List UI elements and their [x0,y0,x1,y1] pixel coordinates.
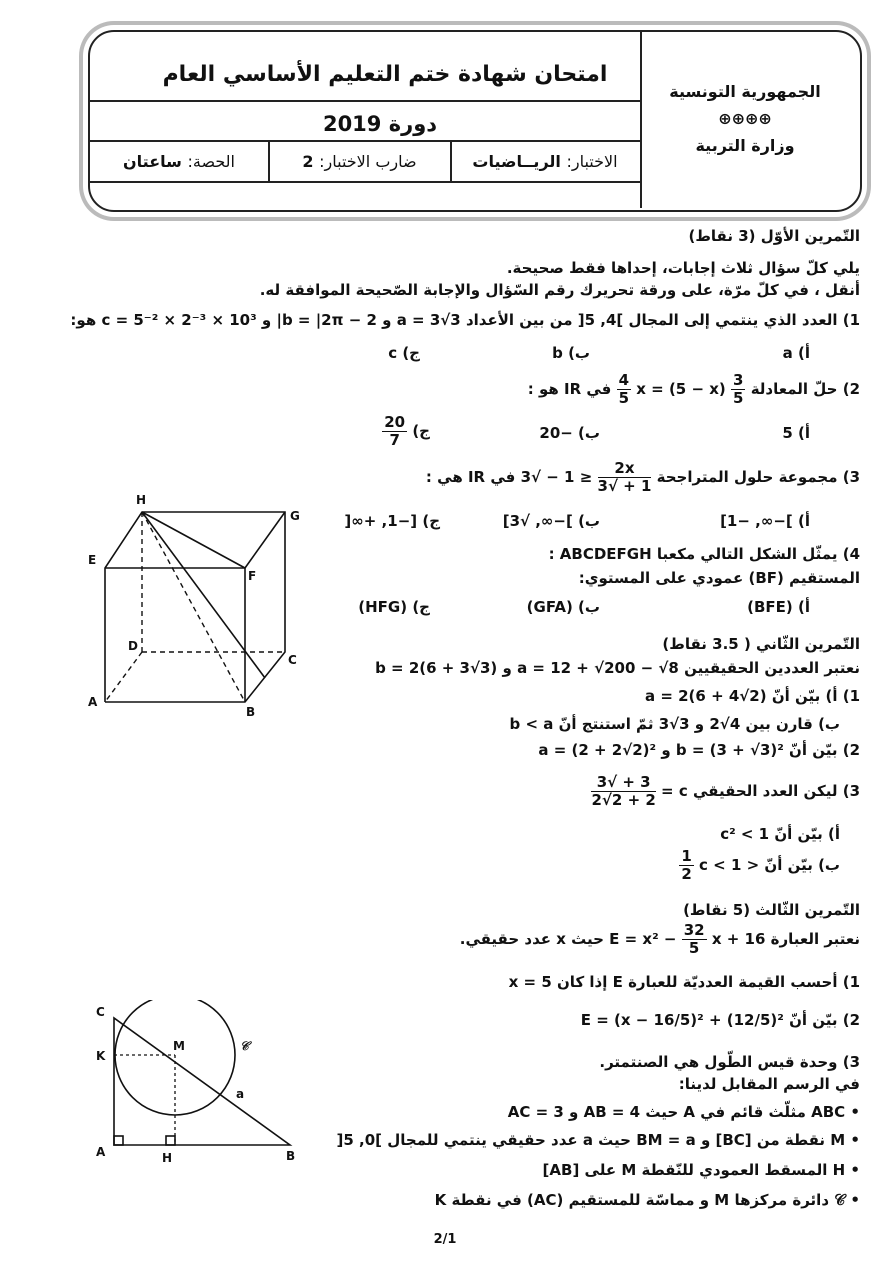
ex1-q2 [370,372,860,412]
fraction-denominator: 5 [733,389,744,407]
emblem-icon: ⊕⊕⊕⊕ [718,109,772,128]
ex1-q3 [380,460,860,500]
subject-value: الريــاضيات [472,152,561,171]
fraction-numerator: 1 [681,847,692,865]
coefficient-cell [272,152,447,171]
ex2-q3b [580,848,840,892]
header-divider [90,100,640,102]
ex1-q3-choice-a: أ) ]−∞, −1] [720,512,810,530]
vertex-label: F [248,569,257,583]
ex1-q1: 1) العدد الذي ينتمي إلى المجال ]4, 5[ من بين الأعداد a = 3√3 و b = |2π − 2| و c = 5⁻² × 2⁻³ × 10³ هو: [70,311,860,329]
bullet-text: ABC مثلّث قائم في A حيث AB = 4 و AC = 3 [507,1103,846,1121]
right-angle-mark [166,1136,175,1145]
fraction [382,414,407,449]
ex1-q4-line1: 4) يمثّل الشكل التالي مكعبا ABCDEFGH : [548,545,860,563]
point-label: M [173,1039,185,1053]
ex1-intro-1: يلي كلّ سؤال ثلاث إجابات، إحداها فقط صحيحة. [506,259,860,277]
point-label: K [96,1049,106,1063]
issuer-block [660,78,830,159]
ex2-q1a: 1) أ) بيّن أنّ a = 2(6 + 4√2) [644,687,860,705]
ex1-q4-choice-c: ج) (HFG) [358,598,430,616]
fraction [679,848,693,883]
fraction [591,774,655,809]
point-label: a [236,1087,245,1101]
ex3-intro-text: نعتبر العبارة [770,930,860,948]
point-label: C [96,1005,105,1019]
ex1-q1-choice-b: ب) b [552,344,590,362]
ex3-q2-equation: E = (x − 16/5)² + (12/5)² [580,1011,784,1029]
vertex-label: G [290,509,300,523]
header-divider [450,141,452,181]
ex3-intro-text: حيث x عدد حقيقي. [459,930,604,948]
ex3-bullet-2: • M نقطة من [BC] و BM = a حيث a عدد حقيقي ينتمي للمجال ]0, 5[ [336,1131,860,1149]
ex1-q2-text: 2) حلّ المعادلة [750,380,860,398]
choice-label: ج) [412,422,430,440]
bullet-text: 𝒞 دائرة مركزها M و مماسّة للمستقيم (AC) في نقطة K [434,1191,846,1209]
duration-label: الحصة: [187,152,235,171]
ex2-q3-c: c = [661,782,688,800]
ex1-q2-equation [636,380,726,398]
ex1-q3-inequality: ≤ 1 − √3 [520,468,593,486]
ex1-q3-tail: في IR هي : [425,468,516,486]
bullet-text: H المسقط العمودي للنّقطة M على [AB] [542,1161,846,1179]
coefficient-value: 2 [302,152,314,171]
ex3-q2-text: 2) بيّن أنّ [789,1011,860,1029]
ex2-q3a: أ) بيّن أنّ c² < 1 [720,825,840,843]
fraction [617,372,631,407]
cube-diagonal [142,512,265,678]
ex3-bullet-4: • 𝒞 دائرة مركزها M و مماسّة للمستقيم (AC) في نقطة K [434,1191,860,1209]
vertex-label: E [88,553,97,567]
fraction-denominator: 7 [389,431,400,449]
header-divider [90,181,640,183]
ex1-q4-choice-b: ب) (GFA) [526,598,600,616]
fraction-numerator: 3 [733,371,744,389]
ex3-q3-intro: في الرسم المقابل لدينا: [678,1075,860,1093]
ex3-intro [400,922,860,966]
vertex-label: C [288,653,297,667]
ex3-bullet-1: • ABC مثلّث قائم في A حيث AB = 4 و AC = 3 [507,1103,860,1121]
ex1-title: التّمرين الأوّل (3 نقاط) [688,227,860,245]
fraction-denominator: 5 [688,939,700,957]
fraction-numerator: 32 [683,921,705,939]
point-label: B [286,1149,296,1163]
vertex-label: H [136,493,147,507]
point-label: A [96,1145,106,1159]
ministry-label: وزارة التربية [695,136,795,155]
ex1-q2-choice-c [330,414,430,449]
ex3-q2 [560,1010,860,1031]
ex1-q2-tail: في IR هو : [527,380,612,398]
fraction [682,922,707,957]
ex2-q2: 2) بيّن أنّ b = (3 + √3)² و a = (2 + 2√2)² [538,741,860,759]
header-divider [268,141,270,181]
ex3-bullet-3: • H المسقط العمودي للنّقطة M على [AB] [542,1161,860,1179]
equation-text: x = (5 − x) [636,380,726,398]
ex3-intro-equation: E = x² − [609,930,677,948]
point-label: H [162,1151,173,1165]
ex3-q3: 3) وحدة قيس الطّول هي الصنتمتر. [599,1053,860,1071]
page-number: 2/1 [433,1232,457,1247]
vertex-label: A [88,695,98,709]
header-divider [640,32,642,208]
ex1-q1-choice-a: أ) a [782,344,810,362]
ex1-intro-2: أنقل ، في كلّ مرّة، على ورقة تحريرك رقم السّؤال والإجابة الصّحيحة الموافقة له. [259,281,860,299]
ex3-intro-equation: x + 16 [711,930,766,948]
vertex-label: B [246,705,256,719]
fraction-numerator: 20 [384,413,406,431]
ex2-q3-text: 3) ليكن العدد الحقيقي [692,782,860,800]
fraction-denominator: 1 + √3 [597,477,652,495]
ex2-q3b-inequality: < c < 1 [699,856,760,874]
ex1-q3-text: 3) مجموعة حلول المتراجحة [656,468,860,486]
republic-label: الجمهورية التونسية [669,82,821,101]
cube-edge [245,512,285,568]
exam-session: دورة 2019 [322,112,438,136]
ex2-q3b-text: ب) بيّن أنّ [764,856,840,874]
ex3-title: التّمرين الثّالث (5 نقاط) [683,901,860,919]
exam-title: امتحان شهادة ختم التعليم الأساسي العام [162,62,608,87]
ex2-q3 [480,774,860,818]
coefficient-label: ضارب الاختبار: [319,152,417,171]
ex1-q2-choice-a: أ) 5 [782,424,810,442]
fraction-denominator: 2 + 2√2 [591,791,656,809]
duration-value: ساعتان [123,152,182,171]
ex3-q1: 1) أحسب القيمة العدديّة للعبارة E إذا كان x = 5 [508,973,860,991]
fraction-denominator: 2 [681,865,692,883]
fraction [598,460,652,495]
ex1-q4-line2: المستقيم (BF) عمودي على المستوي: [578,569,860,587]
ex2-intro: نعتبر العددين الحقيقيين a = 12 + √200 − √8 و b = 2(6 + 3√3) [375,659,860,677]
ex1-q2-choice-b: ب) −20 [539,424,600,442]
ex1-q1-choice-c: ج) c [388,344,420,362]
triangle-abc [114,1018,290,1145]
header-divider [90,140,640,142]
subject-label: الاختبار: [566,152,618,171]
fraction-denominator: 5 [618,389,630,407]
ex1-q3-choice-c: ج) [−1, +∞[ [344,512,440,530]
fraction-numerator: 2x [598,460,652,478]
ex2-title: التّمرين الثّاني ( 3.5 نقاط) [662,635,860,653]
vertex-label: D [128,639,138,653]
ex1-q4-choice-a: أ) (BFE) [747,598,810,616]
fraction [731,372,745,407]
cube-figure [80,488,310,720]
fraction-numerator: 3 + √3 [591,774,655,792]
bullet-text: M نقطة من [BC] و BM = a حيث a عدد حقيقي ينتمي للمجال ]0, 5[ [336,1131,846,1149]
right-angle-mark [114,1136,123,1145]
subject-cell [455,152,635,171]
triangle-figure [80,1000,310,1168]
duration-cell [94,152,264,171]
cube-hidden-edge [105,652,142,702]
ex1-q3-choice-b: ب) ]−∞, √3] [502,512,600,530]
ex2-q1b: ب) قارن بين 4√2 و 3√3 ثمّ استنتج أنّ b < a [509,715,840,733]
point-label: 𝒞 [240,1039,249,1053]
fraction-numerator: 4 [618,371,630,389]
